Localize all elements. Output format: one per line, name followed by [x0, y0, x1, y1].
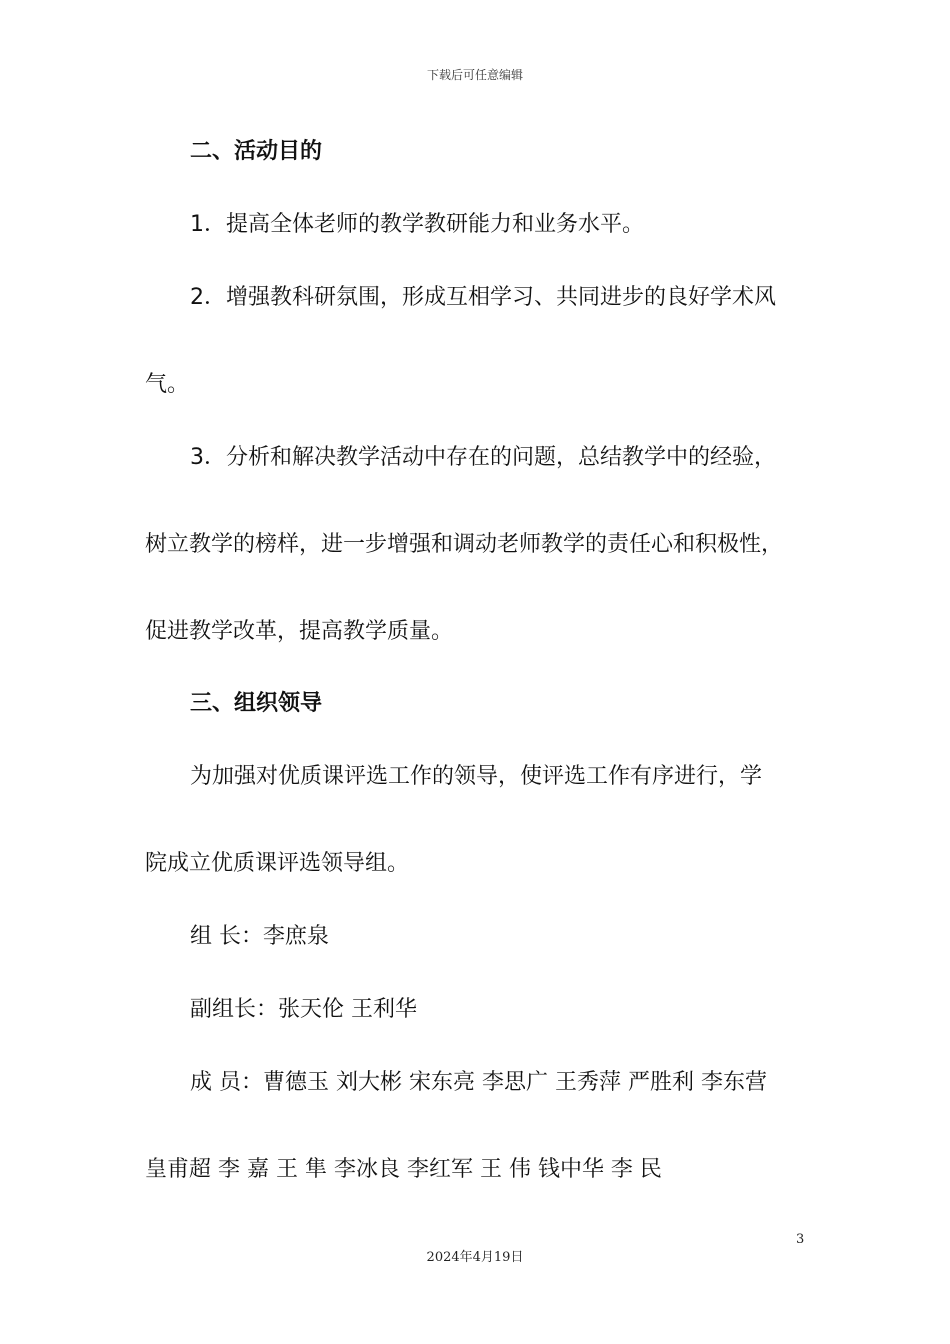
purpose-item-3-line-2: 树立教学的榜样，进一步增强和调动老师教学的责任心和积极性， [145, 532, 784, 557]
purpose-item-2-line-1: 2．增强教科研氛围，形成互相学习、共同进步的良好学术风 [190, 285, 776, 310]
deputy-leader-line: 副组长：张天伦 王利华 [190, 997, 417, 1022]
organization-paragraph-line-1: 为加强对优质课评选工作的领导，使评选工作有序进行，学 [190, 764, 763, 789]
purpose-item-3-line-1: 3．分析和解决教学活动中存在的问题，总结教学中的经验， [190, 445, 776, 470]
purpose-item-1: 1．提高全体老师的教学教研能力和业务水平。 [190, 212, 644, 237]
purpose-item-2-line-2: 气。 [145, 372, 190, 397]
purpose-item-3-line-3: 促进教学改革，提高教学质量。 [145, 619, 454, 644]
page-number: 3 [796, 1232, 805, 1247]
section-heading-purpose: 二、活动目的 [190, 139, 323, 164]
organization-paragraph-line-2: 院成立优质课评选领导组。 [145, 851, 410, 876]
leader-line: 组 长：李庶泉 [190, 924, 329, 949]
page-header: 下载后可任意编辑 [426, 68, 523, 82]
page-footer-date: 2024年4月19日 [426, 1250, 524, 1265]
section-heading-organization: 三、组织领导 [190, 691, 323, 716]
members-line-1: 成 员：曹德玉 刘大彬 宋东亮 李思广 王秀萍 严胜利 李东营 [190, 1070, 767, 1095]
members-line-2: 皇甫超 李 嘉 王 隼 李冰良 李红军 王 伟 钱中华 李 民 [145, 1157, 662, 1182]
